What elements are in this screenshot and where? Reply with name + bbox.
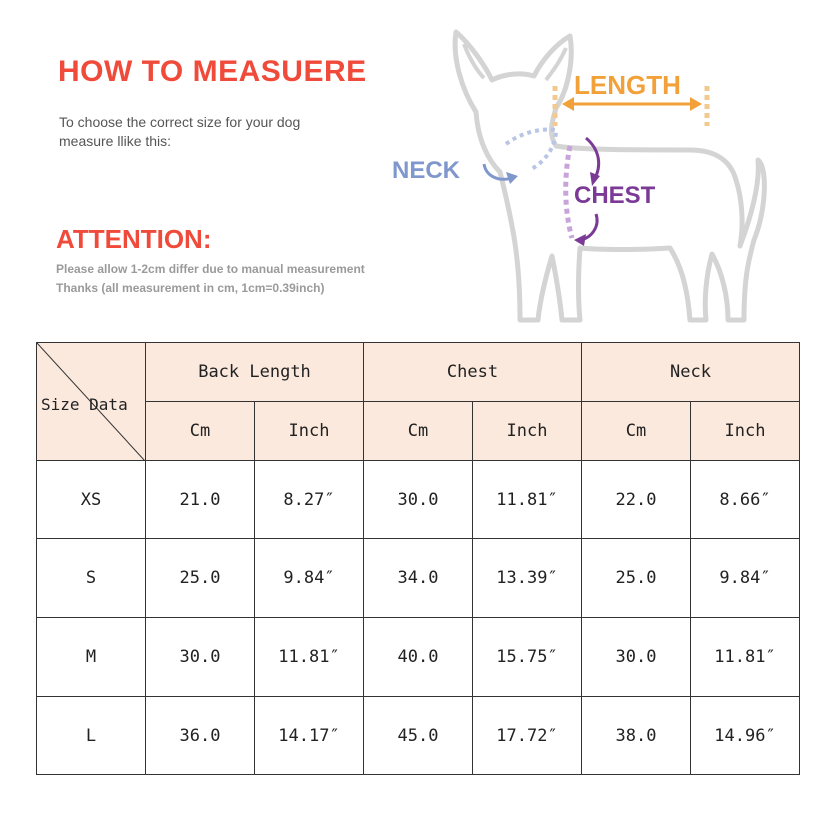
value-cell: 34.0 <box>364 539 473 618</box>
table-unit-row <box>37 402 800 461</box>
length-label: LENGTH <box>574 70 681 100</box>
value-cell: 30.0 <box>364 461 473 539</box>
value-cell: 8.66″ <box>691 461 800 539</box>
neck-label: NECK <box>392 157 461 184</box>
value-cell: 13.39″ <box>473 539 582 618</box>
unit-header: Cm <box>582 402 691 461</box>
instructions-line-1: To choose the correct size for your dog <box>59 114 301 130</box>
value-cell: 9.84″ <box>255 539 364 618</box>
instructions-line-2: measure llike this: <box>59 133 172 149</box>
attention-line-1: Please allow 1-2cm differ due to manual measurement <box>56 262 365 276</box>
group-neck: Neck <box>582 343 800 402</box>
table-row <box>37 697 800 775</box>
size-cell: M <box>37 618 146 697</box>
dog-measurement-diagram <box>380 18 780 338</box>
value-cell: 25.0 <box>582 539 691 618</box>
group-chest: Chest <box>364 343 582 402</box>
value-cell: 45.0 <box>364 697 473 775</box>
table-row <box>37 461 800 539</box>
table-row <box>37 539 800 618</box>
value-cell: 17.72″ <box>473 697 582 775</box>
value-cell: 30.0 <box>146 618 255 697</box>
value-cell: 21.0 <box>146 461 255 539</box>
value-cell: 15.75″ <box>473 618 582 697</box>
value-cell: 11.81″ <box>473 461 582 539</box>
attention-line-2: Thanks (all measurement in cm, 1cm=0.39inch) <box>56 281 325 295</box>
value-cell: 25.0 <box>146 539 255 618</box>
value-cell: 11.81″ <box>691 618 800 697</box>
chest-label: CHEST <box>574 182 656 209</box>
value-cell: 40.0 <box>364 618 473 697</box>
value-cell: 22.0 <box>582 461 691 539</box>
table-row <box>37 618 800 697</box>
instructions-text <box>59 113 359 151</box>
value-cell: 36.0 <box>146 697 255 775</box>
unit-header: Cm <box>146 402 255 461</box>
value-cell: 8.27″ <box>255 461 364 539</box>
table-header-row <box>37 343 800 402</box>
size-cell: XS <box>37 461 146 539</box>
group-back-length: Back Length <box>146 343 364 402</box>
value-cell: 30.0 <box>582 618 691 697</box>
size-chart-table <box>36 342 800 775</box>
corner-label: Size Data <box>41 395 128 414</box>
unit-header: Inch <box>473 402 582 461</box>
value-cell: 14.17″ <box>255 697 364 775</box>
unit-header: Cm <box>364 402 473 461</box>
value-cell: 14.96″ <box>691 697 800 775</box>
size-cell: L <box>37 697 146 775</box>
value-cell: 9.84″ <box>691 539 800 618</box>
size-cell: S <box>37 539 146 618</box>
chest-measure <box>566 138 656 246</box>
unit-header: Inch <box>691 402 800 461</box>
attention-note <box>56 260 412 298</box>
attention-heading: ATTENTION: <box>56 224 212 254</box>
size-data-corner-cell <box>37 343 146 461</box>
value-cell: 11.81″ <box>255 618 364 697</box>
value-cell: 38.0 <box>582 697 691 775</box>
length-measure <box>555 70 707 126</box>
page-title: HOW TO MEASUERE <box>58 55 367 88</box>
unit-header: Inch <box>255 402 364 461</box>
neck-measure <box>392 130 556 184</box>
